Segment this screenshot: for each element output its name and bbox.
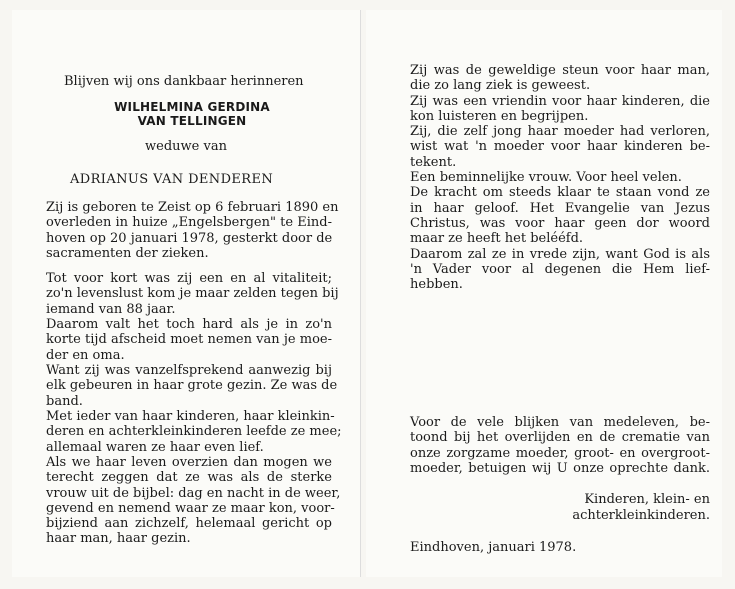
grandchildren-paragraph — [46, 409, 342, 455]
text-line: Een beminnelijke vrouw. Voor heel velen. — [410, 170, 682, 186]
text-line: die zo lang ziek is geweest. — [410, 78, 591, 94]
text-line: allemaal waren ze haar even lief. — [46, 439, 264, 455]
text-line: Daarom valt het toch hard als je in zo'n — [46, 317, 332, 332]
text-line: toond bij het overlijden en de crematie van — [410, 430, 710, 446]
text-line: Met ieder van haar kinderen, haar kleinkin- — [46, 409, 335, 424]
text-line: terecht zeggen dat ze was als de sterke — [46, 470, 332, 486]
signature-line: achterkleinkinderen. — [572, 508, 710, 523]
text-line: hoven op 20 januari 1978, gesterkt door de — [46, 230, 333, 246]
text-line: band. — [46, 393, 83, 409]
remembrance-header: Blijven wij ons dankbaar herinneren — [64, 74, 304, 89]
signature-line: Kinderen, klein- en — [584, 492, 710, 507]
text-line: hebben. — [410, 277, 463, 293]
text-line: Voor de vele blijken van medeleven, be- — [410, 415, 710, 430]
text-line: Zij was een vriendin voor haar kinderen, die — [410, 93, 710, 109]
deceased-name-line1: WILHELMINA GERDINA — [114, 100, 270, 114]
bible-paragraph — [46, 455, 341, 547]
text-line: elk gebeuren in haar grote gezin. Ze was de — [46, 378, 338, 394]
text-line: Als we haar leven overzien dan mogen we — [46, 455, 332, 470]
husband-name: ADRIANUS VAN DENDEREN — [70, 172, 274, 187]
text-line: Christus, was voor haar geen dor woord — [410, 215, 710, 231]
right-page — [366, 10, 722, 577]
deceased-name-line2: VAN TELLINGEN — [137, 114, 247, 128]
text-line: iemand van 88 jaar. — [46, 301, 176, 317]
text-line: kon luisteren en begrijpen. — [410, 108, 589, 124]
birth-death-paragraph — [46, 200, 339, 261]
text-line: Zij, die zelf jong haar moeder had verloren, — [410, 124, 710, 140]
text-line: tekent. — [410, 154, 457, 170]
farewell-paragraph — [46, 317, 332, 363]
family-paragraph — [46, 363, 338, 409]
widow-of-label: weduwe van — [145, 139, 227, 154]
text-line: onze zorgzame moeder, groot- en overgroot- — [410, 445, 710, 461]
text-line: bijziend aan zichzelf, helemaal gericht op — [46, 516, 332, 532]
signature — [572, 492, 710, 524]
vitality-paragraph — [46, 271, 339, 317]
text-line: maar ze heeft het belééfd. — [410, 231, 584, 247]
text-line: vrouw uit de bijbel: dag en nacht in de weer, — [46, 485, 341, 501]
place-date: Eindhoven, januari 1978. — [410, 540, 577, 555]
left-page — [12, 10, 361, 577]
thanks-paragraph — [410, 415, 710, 476]
text-line: deren en achterkleinkinderen leefde ze mee; — [46, 424, 342, 440]
text-line: 'n Vader voor al degenen die Hem lief- — [410, 261, 710, 277]
text-line: Want zij was vanzelfsprekend aanwezig bij — [46, 363, 332, 378]
text-line: korte tijd afscheid moet nemen van je moe- — [46, 332, 332, 348]
text-line: in haar geloof. Het Evangelie van Jezus — [410, 200, 710, 216]
text-line: wist wat 'n moeder voor haar kinderen be- — [410, 139, 710, 155]
text-line: sacramenten der zieken. — [46, 245, 209, 261]
text-line: overleden in huize „Engelsbergen" te Eind- — [46, 215, 332, 231]
tribute-poem — [410, 63, 710, 292]
text-line: haar man, haar gezin. — [46, 531, 191, 547]
text-line: Zij was de geweldige steun voor haar man, — [410, 63, 710, 78]
text-line: Daarom zal ze in vrede zijn, want God is als — [410, 246, 710, 262]
text-line: moeder, betuigen wij U onze oprechte dank. — [410, 460, 710, 476]
text-line: der en oma. — [46, 347, 125, 363]
text-line: Tot voor kort was zij een en al vitaliteit; — [46, 271, 332, 286]
text-line: zo'n levenslust kom je maar zelden tegen bij — [46, 286, 339, 302]
text-line: De kracht om steeds klaar te staan vond ze — [410, 185, 710, 201]
text-line: gevend en nemend waar ze maar kon, voor- — [46, 500, 335, 516]
text-line: Zij is geboren te Zeist op 6 februari 1890 en — [46, 200, 339, 215]
